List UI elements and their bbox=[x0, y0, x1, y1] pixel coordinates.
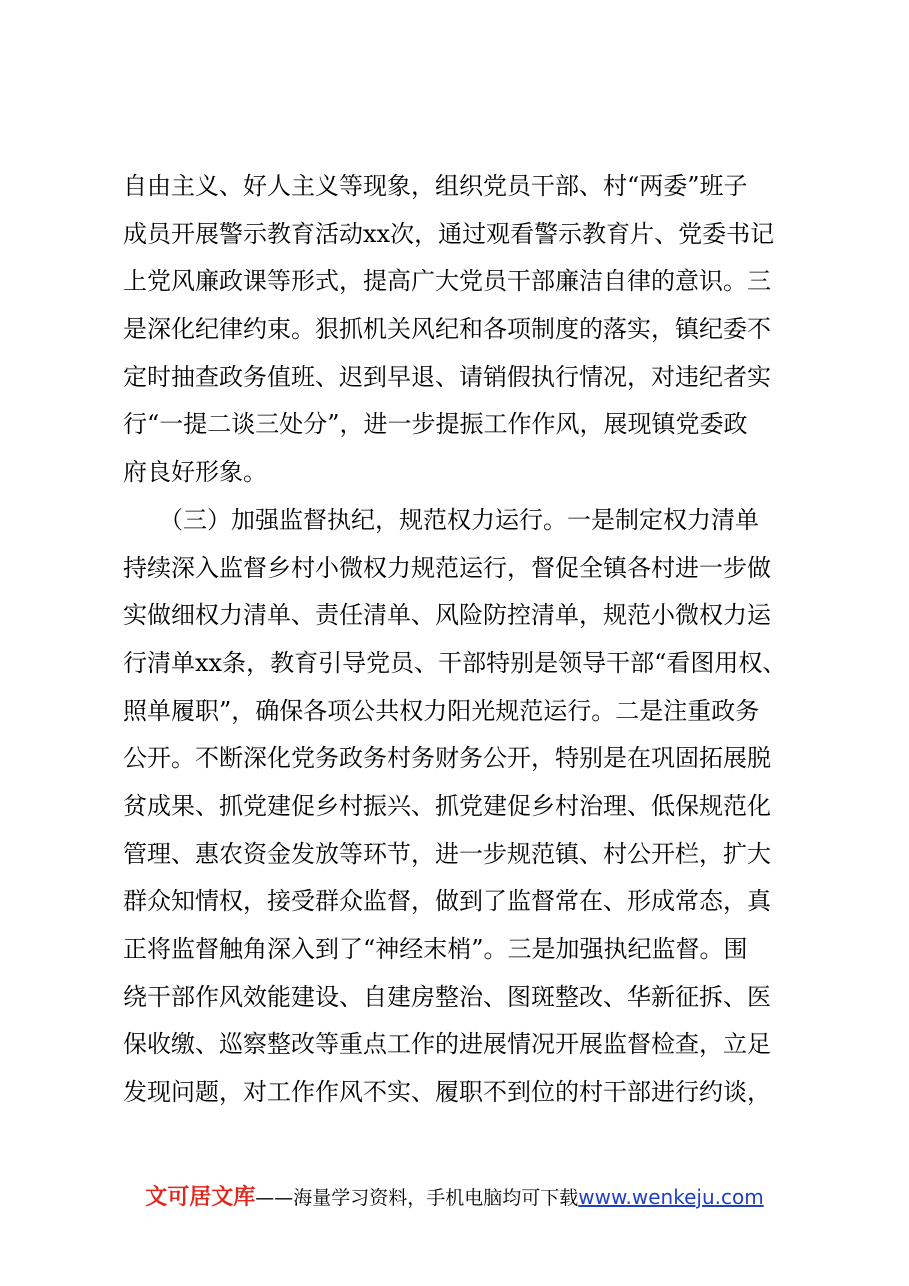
text-line: 正将监督触角深入到了“神经末梢”。三是加强执纪监督。围 bbox=[123, 935, 748, 963]
text-line: 自由主义、好人主义等现象，组织党员干部、村“两委”班子 bbox=[123, 172, 748, 200]
text-line: （三）加强监督执纪，规范权力运行。一是制定权力清单 bbox=[123, 505, 759, 534]
text-line: 定时抽查政务值班、迟到早退、请销假执行情况，对违纪者实 bbox=[123, 362, 771, 391]
text-line: 保收缴、巡察整改等重点工作的进展情况开展监督检查，立足 bbox=[123, 1030, 771, 1059]
text-line: 行清单xx条，教育引导党员、干部特别是领导干部“看图用权、 bbox=[123, 648, 787, 677]
text-line: 照单履职”，确保各项公共权力阳光规范运行。二是注重政务 bbox=[123, 696, 760, 725]
text-line: 行“一提二谈三处分”，进一步提振工作作风，展现镇党委政 bbox=[123, 410, 748, 439]
text-line: 管理、惠农资金发放等环节，进一步规范镇、村公开栏，扩大 bbox=[123, 839, 771, 868]
text-line: 成员开展警示教育活动xx次，通过观看警示教育片、党委书记 bbox=[123, 219, 775, 248]
text-line: 上党风廉政课等形式，提高广大党员干部廉洁自律的意识。三 bbox=[123, 267, 771, 296]
text-line: 实做细权力清单、责任清单、风险防控清单，规范小微权力运 bbox=[123, 601, 771, 630]
footer-url-link[interactable]: www.wenkeju.com bbox=[578, 1185, 764, 1209]
document-body bbox=[123, 163, 803, 1117]
text-line: 是深化纪律约束。狠抓机关风纪和各项制度的落实，镇纪委不 bbox=[123, 315, 771, 344]
text-line: 公开。不断深化党务政务村务财务公开，特别是在巩固拓展脱 bbox=[123, 744, 771, 773]
footer-slogan: ——海量学习资料，手机电脑均可下载 bbox=[255, 1187, 579, 1209]
text-line: 群众知情权，接受群众监督，做到了监督常在、形成常态，真 bbox=[123, 887, 771, 916]
text-line: 府良好形象。 bbox=[123, 458, 267, 487]
text-line: 绕干部作风效能建设、自建房整治、图斑整改、华新征拆、医 bbox=[123, 982, 771, 1011]
text-line: 持续深入监督乡村小微权力规范运行，督促全镇各村进一步做 bbox=[123, 553, 771, 582]
footer-brand: 文可居文库 bbox=[145, 1185, 256, 1210]
text-line: 贫成果、抓党建促乡村振兴、抓党建促乡村治理、低保规范化 bbox=[123, 791, 771, 820]
footer-banner bbox=[0, 1180, 909, 1211]
text-line: 发现问题，对工作作风不实、履职不到位的村干部进行约谈， bbox=[123, 1078, 771, 1107]
